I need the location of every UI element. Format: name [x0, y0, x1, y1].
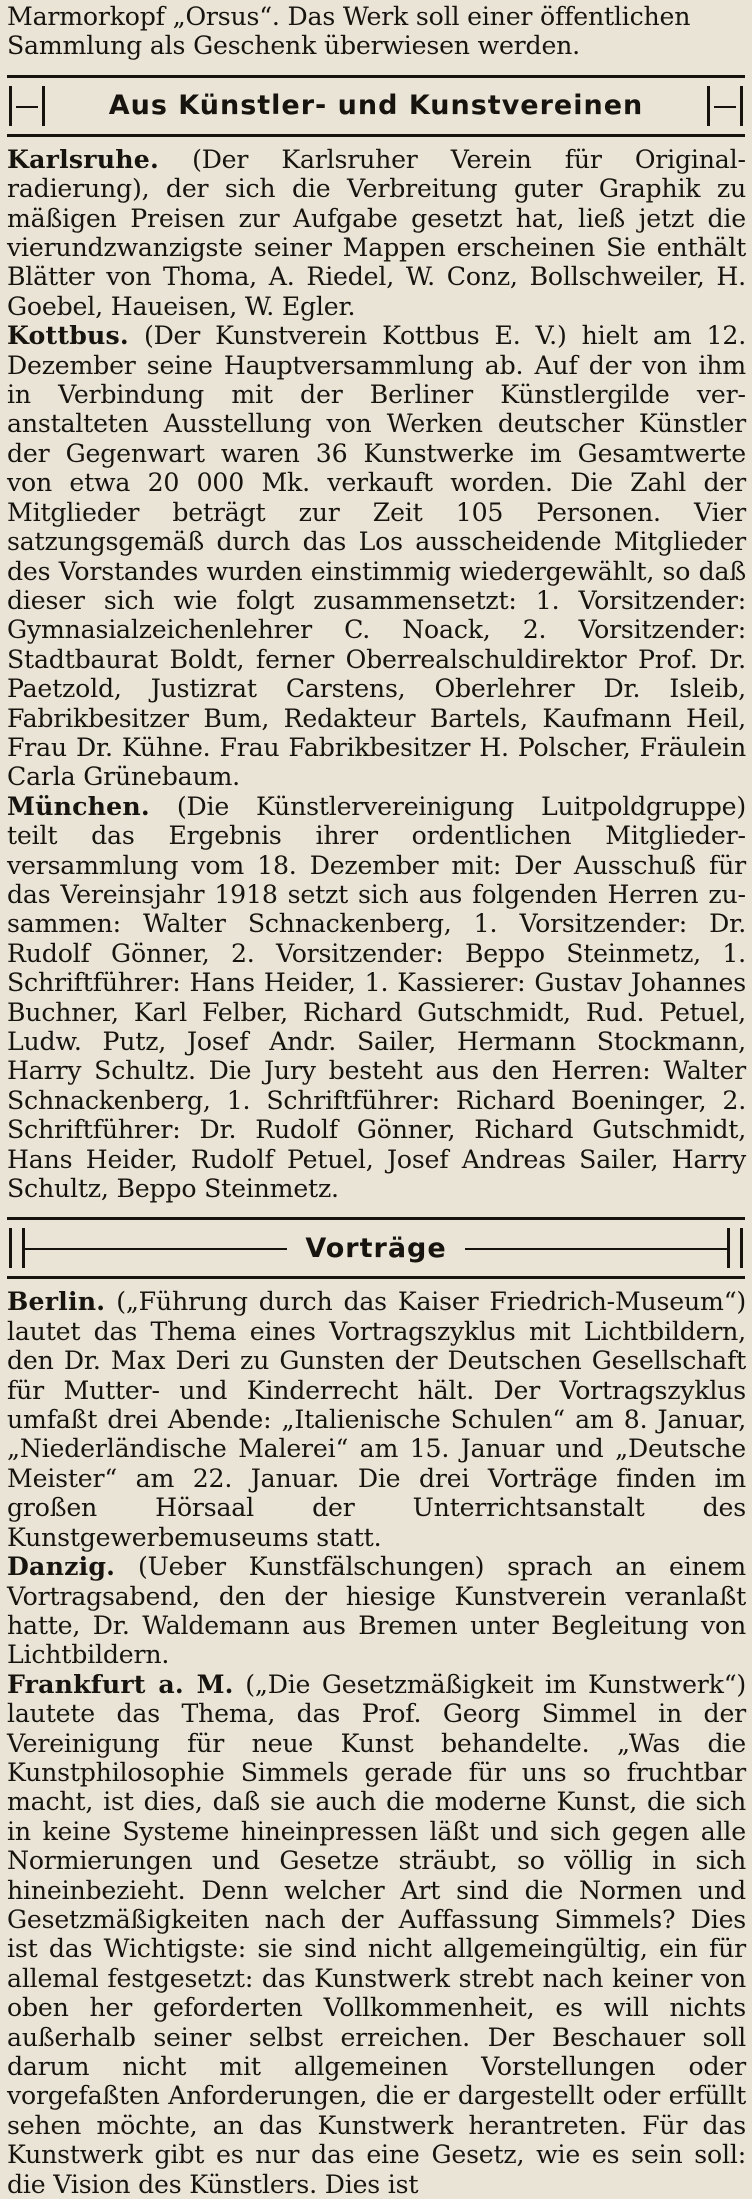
- entry-lead: Frankfurt a. M.: [7, 1668, 234, 1699]
- heading-ornament-right: [707, 86, 743, 126]
- intro-text: [0, 2, 752, 61]
- entry-karlsruhe: [0, 145, 752, 321]
- entry-lead: München.: [7, 790, 150, 821]
- entry-text: (Ueber Kunstfälschungen) sprach an einem Vortragsabend, den der hiesige Kunstverein veranlaßt hatte, Dr. Waldemann aus Bremen unter Begleitung von Lichtbildern.: [7, 1552, 746, 1670]
- heading-rule-right: [465, 1248, 727, 1250]
- heading-ornament-left: [9, 86, 45, 126]
- section-title-kunstvereine: Aus Künstler- und Kunstvereinen: [95, 90, 658, 121]
- entry-berlin: [0, 1287, 752, 1552]
- entry-text: (Der Karlsruher Verein für Originalradierung), der sich die Verbreitung guter Graphik zu mäßigen Preisen zur Aufgabe gesetzt hat, ließ jetzt die vierundzwanzigste seiner Mappen erscheinen Sie enthält Blätter von Thoma, A. Riedel, W. Conz, Bollschweiler, H. Goebel, Haueisen, W. Egler.: [7, 144, 746, 321]
- entry-muenchen: [0, 792, 752, 1204]
- entry-text: („Führung durch das Kaiser Friedrich-Museum“) lautet das Thema eines Vortragszyklus mit Lichtbildern, den Dr. Max Deri zu Gunsten der Deutschen Gesellschaft für Mutter- und Kinderrecht hält. Der Vortragszyklus umfaßt drei Abende: „Italienische Schulen“ am 8. Januar, „Niederländische Malerei“ am 15. Januar und „Deutsche Meister“ am 22. Januar. Die drei Vorträge finden im großen Hörsaal der Unterrichtsanstalt des Kunstgewerbemuseums statt.: [7, 1287, 746, 1552]
- entry-text: (Die Künstlervereinigung Luitpoldgruppe) teilt das Ergebnis ihrer ordentlichen Mitgliederversammlung vom 18. Dezember mit: Der Ausschuß für das Vereinsjahr 1918 setzt sich aus folgenden Herren zusammen: Walter Schnackenberg, 1. Vorsitzender: Dr. Rudolf Gönner, 2. Vorsitzender: Beppo Steinmetz, 1. Schriftführer: Hans Heider, 1. Kassierer: Gustav Johannes Buchner, Karl Felber, Richard Gutschmidt, Rud. Petuel, Ludw. Putz, Josef Andr. Sailer, Hermann Stockmann, Harry Schultz. Die Jury besteht aus den Herren: Walter Schnackenberg, 1. Schriftführer: Richard Boeninger, 2. Schriftführer: Dr. Rudolf Gönner, Richard Gutschmidt, Hans Heider, Rudolf Petuel, Josef Andreas Sailer, Harry Schultz, Beppo Steinmetz.: [7, 791, 746, 1204]
- entry-text: (Der Kunstverein Kottbus E. V.) hielt am 12. Dezember seine Hauptversammlung ab. Auf der von ihm in Verbindung mit der Berliner Künstlergilde veranstalteten Ausstellung von Werken deutscher Künstler der Gegenwart waren 36 Kunstwerke im Gesamtwerte von etwa 20 000 Mk. verkauft worden. Die Zahl der Mitglieder beträgt zur Zeit 105 Personen. Vier satzungsgemäß durch das Los ausscheidende Mitglieder des Vorstandes wurden einstimmig wiedergewählt, so daß dieser sich wie folgt zusammensetzt: 1. Vorsitzender: Gymnasialzeichenlehrer C. Noack, 2. Vorsitzender: Stadtbaurat Boldt, ferner Oberrealschuldirektor Prof. Dr. Paetzold, Justizrat Carstens, Oberlehrer Dr. Isleib, Fabrikbesitzer Bum, Redakteur Bartels, Kaufmann Heil, Frau Dr. Kühne. Frau Fabrikbesitzer H. Polscher, Fräulein Carla Grünebaum.: [7, 321, 746, 792]
- entry-kottbus: [0, 321, 752, 792]
- intro-line-1: Marmorkopf „Orsus“. Das Werk soll einer öffentlichen: [7, 2, 691, 31]
- entry-lead: Kottbus.: [7, 320, 129, 351]
- entry-danzig: [0, 1552, 752, 1670]
- entry-lead: Danzig.: [7, 1551, 116, 1582]
- heading-ornament-right: [727, 1228, 743, 1268]
- entry-frankfurt: [0, 1670, 752, 2199]
- entry-text: („Die Gesetzmäßigkeit im Kunstwerk“) lautete das Thema, das Prof. Georg Simmel in der Vereinigung für neue Kunst behandelte. „Was die Kunstphilosophie Simmels gerade für uns so fruchtbar macht, ist dies, daß sie auch die moderne Kunst, die sich in keine Systeme hineinpressen läßt und sich gegen alle Normierungen und Gesetze sträubt, so völlig in sich hineinbezieht. Denn welcher Art sind die Normen und Gesetzmäßigkeiten nach der Auffassung Simmels? Dies ist das Wichtigste: sie sind nicht allgemeingültig, ein für allemal festgesetzt: das Kunstwerk strebt nach keiner von oben her geforderten Vollkommenheit, es will nichts außerhalb seiner selbst erreichen. Der Beschauer soll darum nicht mit allgemeinen Vorstellungen oder vorgefaßten Anforderungen, die er dargestellt oder erfüllt sehen möchte, an das Kunstwerk herantreten. Für das Kunstwerk gibt es nur das eine Gesetz, wie es sein soll: die Vision des Künstlers. Dies ist: [7, 1669, 747, 2199]
- intro-line-2: Sammlung als Geschenk überwiesen werden.: [7, 31, 580, 61]
- heading-rule-left: [25, 1248, 287, 1250]
- section-heading-vortraege: [7, 1217, 745, 1279]
- section-title-vortraege: Vorträge: [291, 1233, 460, 1264]
- entry-lead: Berlin.: [7, 1286, 106, 1317]
- entry-lead: Karlsruhe.: [7, 143, 159, 174]
- heading-ornament-left: [9, 1228, 25, 1268]
- section-heading-kunstvereine: [7, 75, 745, 137]
